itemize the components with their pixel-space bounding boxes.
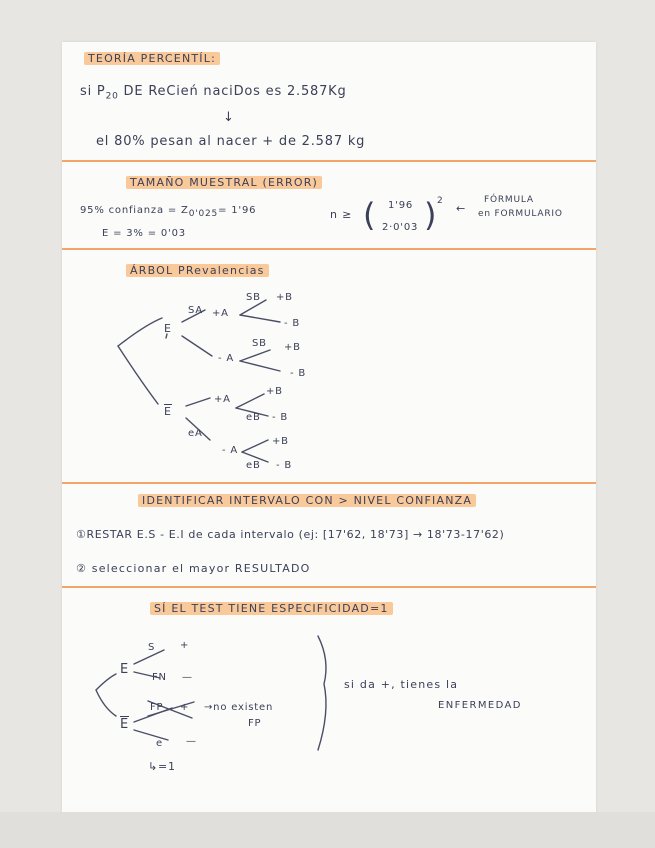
section-title-especificidad: SÍ EL TEST TIENE ESPECIFICIDAD=1 (150, 602, 393, 615)
down-arrow: ↓ (223, 110, 235, 125)
tree-label-minusB: - B (284, 318, 301, 329)
percentil-line-1: si $P_{20}$ DE ReCień naciDos es 2.587Kg (80, 84, 347, 102)
tree-label-minusA: - A (218, 353, 235, 364)
section-title-tamano: TAMAÑO MUESTRAL (ERROR) (126, 176, 322, 189)
tree-label-eB: eB (246, 412, 261, 423)
spec-label-minus: — (182, 672, 193, 683)
divider (62, 586, 596, 588)
tree-node-E-bar: E (164, 405, 172, 418)
exponent: 2 (437, 196, 444, 206)
tree-label-plusA: +A (212, 308, 229, 319)
confidence-line: 95% confianza = $Z_{0'025}= 1'96$ (80, 205, 257, 219)
fraction-numerator: 1'96 (388, 200, 414, 211)
spec-label-FN: FN (152, 672, 167, 683)
tree-label-plusB-3: +B (266, 386, 283, 397)
tree-label-SB-2: SB (252, 338, 267, 349)
tree-label-SA: SA (188, 305, 203, 316)
spec-label-e: e (156, 738, 163, 749)
spec-node-E: E (120, 662, 130, 677)
tree-label-plusB-2: +B (284, 342, 301, 353)
right-paren: ) (424, 196, 438, 234)
spec-label-plus-2: + (180, 702, 190, 713)
spec-label-minus-2: — (186, 736, 197, 747)
no-fp-label: FP (248, 718, 262, 729)
fraction-denominator: 2·0'03 (382, 222, 419, 233)
conclusion-line-1: si da +, tienes la (344, 678, 459, 691)
step-1: ①RESTAR E.S - E.I de cada intervalo (ej: [17'62, 18'73] → 18'73-17'62) (76, 528, 505, 541)
section-title-percentil: TEORÍA PERCENTÍL: (84, 52, 220, 65)
n-label: n ≥ (330, 208, 353, 221)
formula-note-2: en FORMULARIO (478, 209, 563, 219)
spec-label-plus: + (180, 640, 190, 651)
spec-node-E-bar: E (120, 717, 130, 732)
tree-label-plusA-2: +A (214, 394, 231, 405)
section-title-intervalo: IDENTIFICAR INTERVALO CON > NIVEL CONFIANZA (138, 494, 476, 507)
spec-label-FP: FP (150, 702, 164, 713)
spec-label-S: S (148, 642, 156, 653)
tree-label-eA: eA (188, 428, 203, 439)
tree-label-minusB-2: - B (290, 368, 307, 379)
conclusion-line-2: ENFERMEDAD (438, 700, 522, 711)
tree-label-plusB-4: +B (272, 436, 289, 447)
divider (62, 482, 596, 484)
error-line: E = 3% = 0'03 (102, 228, 186, 239)
tree-node-E: E (164, 322, 172, 335)
tree-label-plusB: +B (276, 292, 293, 303)
section-title-arbol: ÁRBOL PRevalencias (126, 264, 269, 277)
tree-label-minusB-4: - B (276, 460, 293, 471)
tree-label-eB-2: eB (246, 460, 261, 471)
tree-label-minusA-2: - A (222, 445, 239, 456)
formula-note-1: FÓRMULA (484, 195, 534, 205)
page-bottom-edge (0, 812, 655, 848)
note-arrow: ← (456, 202, 467, 215)
tree-label-minusB-3: - B (272, 412, 289, 423)
no-fp-arrow: →no existen (204, 702, 274, 713)
left-paren: ( (363, 196, 377, 234)
spec-e-note: ↳=1 (148, 760, 176, 773)
tree-label-SB: SB (246, 292, 261, 303)
percentil-line-2: el 80% pesan al nacer + de 2.587 kg (96, 134, 366, 149)
step-2: ② seleccionar el mayor RESULTADO (76, 562, 311, 575)
